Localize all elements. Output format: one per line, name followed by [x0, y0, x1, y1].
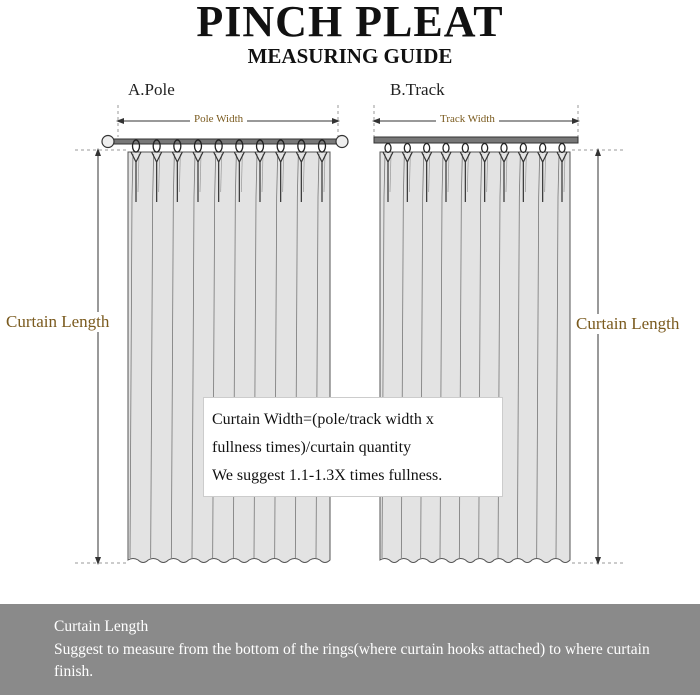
track-glider — [462, 144, 468, 153]
track-glider — [482, 144, 488, 153]
note-line-3: We suggest 1.1-1.3X times fullness. — [212, 467, 443, 484]
track-curtain — [380, 144, 570, 563]
footer-panel — [0, 604, 700, 695]
track-glider — [520, 144, 526, 153]
track-glider — [385, 144, 391, 153]
track-glider — [404, 144, 410, 153]
curtain-panel-body — [380, 152, 570, 563]
track-glider — [501, 144, 507, 153]
track-glider — [540, 144, 546, 153]
note-line-2: fullness times)/curtain quantity — [212, 439, 412, 456]
track-glider — [424, 144, 430, 153]
width-formula-note — [203, 397, 503, 497]
track-glider — [559, 144, 565, 153]
page-title: PINCH PLEAT — [196, 0, 504, 46]
track-glider — [443, 144, 449, 153]
footer-title: Curtain Length — [54, 618, 149, 635]
pole-width-label: Pole Width — [190, 113, 247, 125]
footer-text: Suggest to measure from the bottom of the rings(where curtain hooks attached) to where curtain finish. — [54, 641, 650, 680]
pole-label: A.Pole — [128, 80, 175, 99]
note-line-1: Curtain Width=(pole/track width x — [212, 411, 434, 428]
curtain-length-left-label: Curtain Length — [6, 312, 110, 331]
curtain-panel-body — [128, 152, 330, 563]
track-label: B.Track — [390, 80, 445, 99]
page-subtitle: MEASURING GUIDE — [247, 44, 453, 68]
curtain-length-right-label: Curtain Length — [576, 314, 680, 333]
curtain-track — [374, 137, 578, 143]
track-width-label: Track Width — [436, 113, 499, 125]
pole-curtain — [128, 140, 330, 563]
